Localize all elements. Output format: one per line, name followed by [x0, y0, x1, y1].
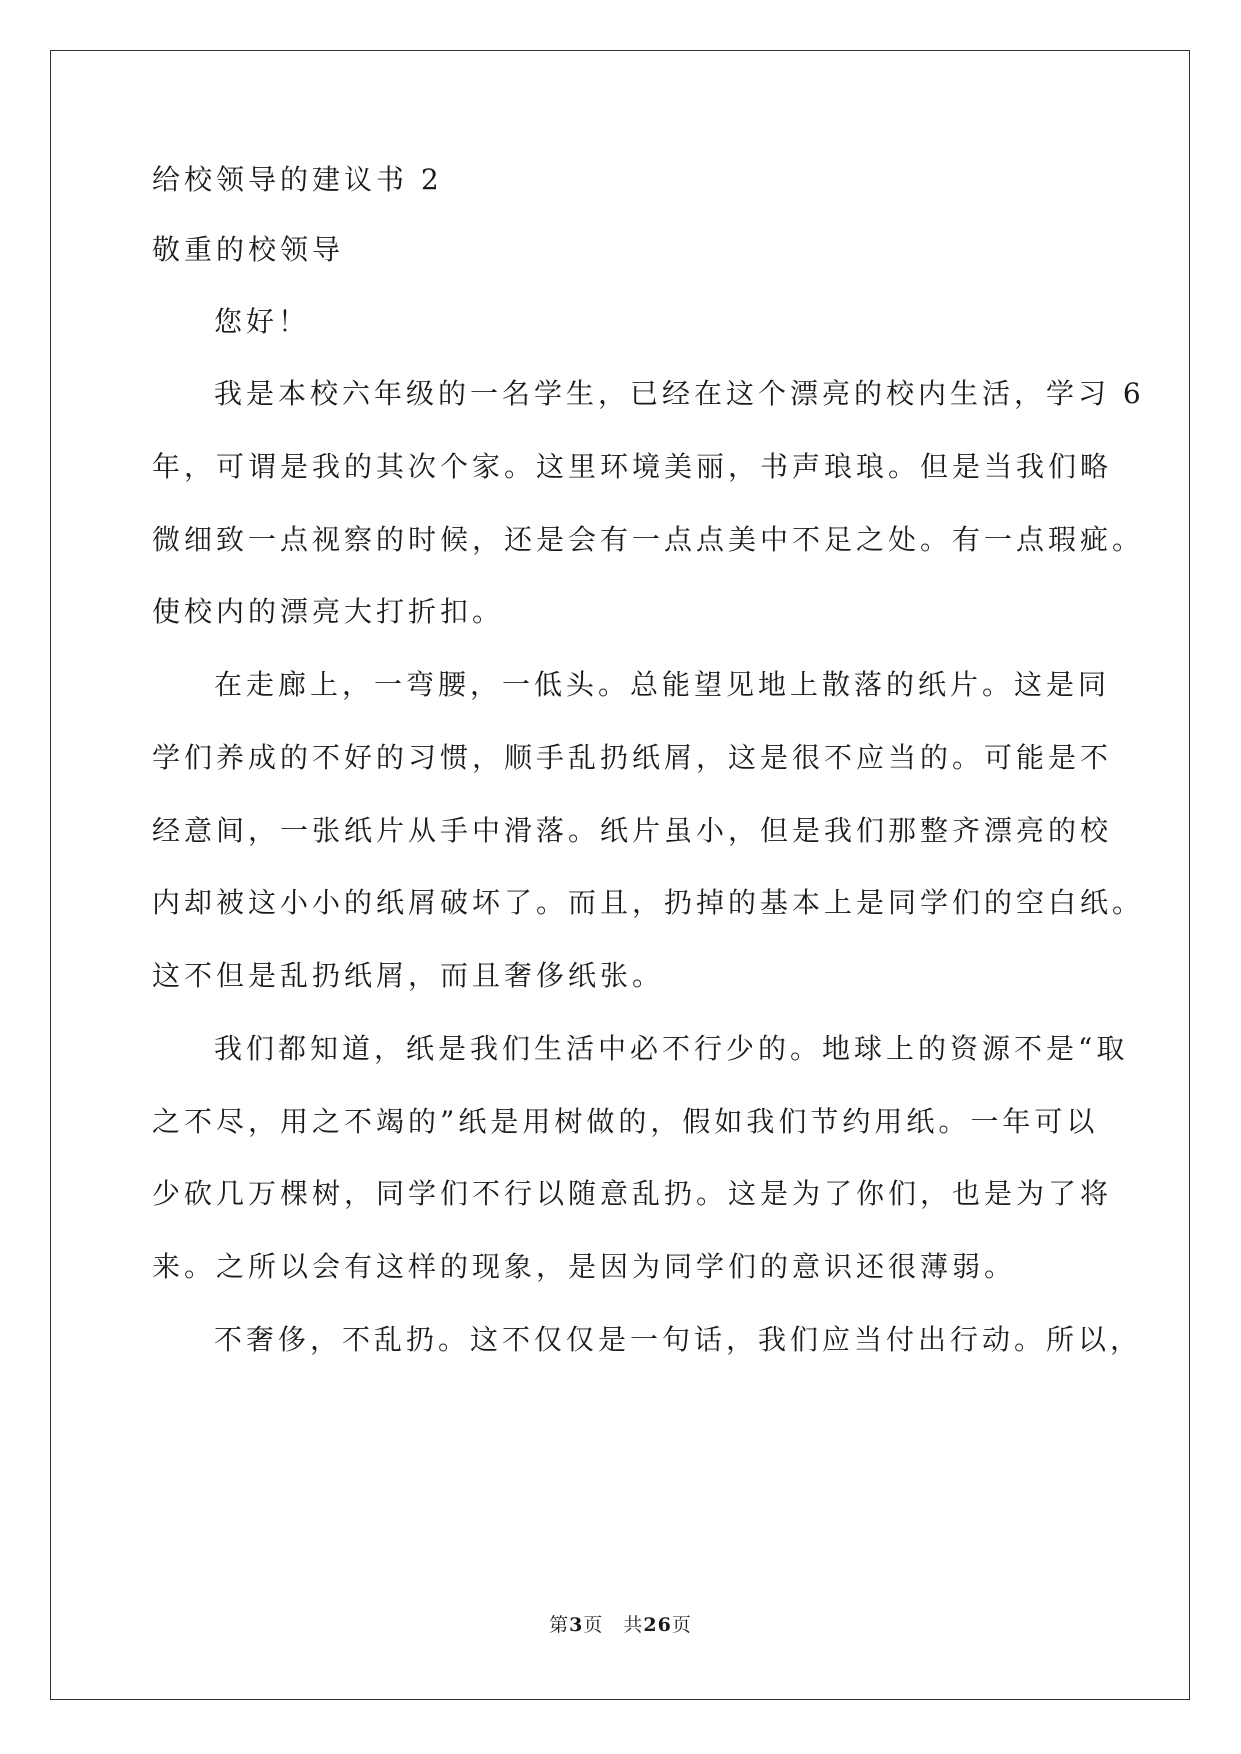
- paragraph-line: 之不尽，用之不竭的”纸是用树做的，假如我们节约用纸。一年可以: [152, 1105, 1099, 1138]
- paragraph-line: 微细致一点视察的时候，还是会有一点点美中不足之处。有一点瑕疵。: [152, 523, 1145, 556]
- footer-suffix: 页: [671, 1614, 692, 1636]
- paragraph-line: 我是本校六年级的一名学生，已经在这个漂亮的校内生活，学习 6: [214, 377, 1145, 410]
- total-page-count: 26: [643, 1614, 672, 1636]
- greeting: 您好！: [214, 305, 311, 338]
- footer-mid: 页 共: [583, 1614, 644, 1636]
- paragraph-line: 在走廊上，一弯腰，一低头。总能望见地上散落的纸片。这是同: [214, 668, 1111, 701]
- paragraph-line: 少砍几万棵树，同学们不行以随意乱扔。这是为了你们，也是为了将: [152, 1177, 1113, 1210]
- page-border: [50, 50, 1190, 1700]
- paragraph-line: 经意间，一张纸片从手中滑落。纸片虽小，但是我们那整齐漂亮的校: [152, 814, 1113, 847]
- paragraph-line: 我们都知道，纸是我们生活中必不行少的。地球上的资源不是“取: [214, 1032, 1129, 1065]
- salutation: 敬重的校领导: [152, 233, 345, 266]
- current-page-number: 3: [569, 1614, 584, 1636]
- paragraph-line: 这不但是乱扔纸屑，而且奢侈纸张。: [152, 959, 665, 992]
- footer-prefix: 第: [549, 1614, 570, 1636]
- paragraph-line: 来。之所以会有这样的现象，是因为同学们的意识还很薄弱。: [152, 1250, 1017, 1283]
- page-footer: [0, 1610, 1241, 1637]
- paragraph-line: 使校内的漂亮大打折扣。: [152, 595, 505, 628]
- paragraph-line: 年，可谓是我的其次个家。这里环境美丽，书声琅琅。但是当我们略: [152, 450, 1113, 483]
- paragraph-line: 不奢侈，不乱扔。这不仅仅是一句话，我们应当付出行动。所以，: [214, 1323, 1143, 1356]
- paragraph-line: 学们养成的不好的习惯，顺手乱扔纸屑，这是很不应当的。可能是不: [152, 741, 1113, 774]
- paragraph-line: 内却被这小小的纸屑破坏了。而且，扔掉的基本上是同学们的空白纸。: [152, 886, 1145, 919]
- document-heading: 给校领导的建议书 2: [152, 163, 443, 196]
